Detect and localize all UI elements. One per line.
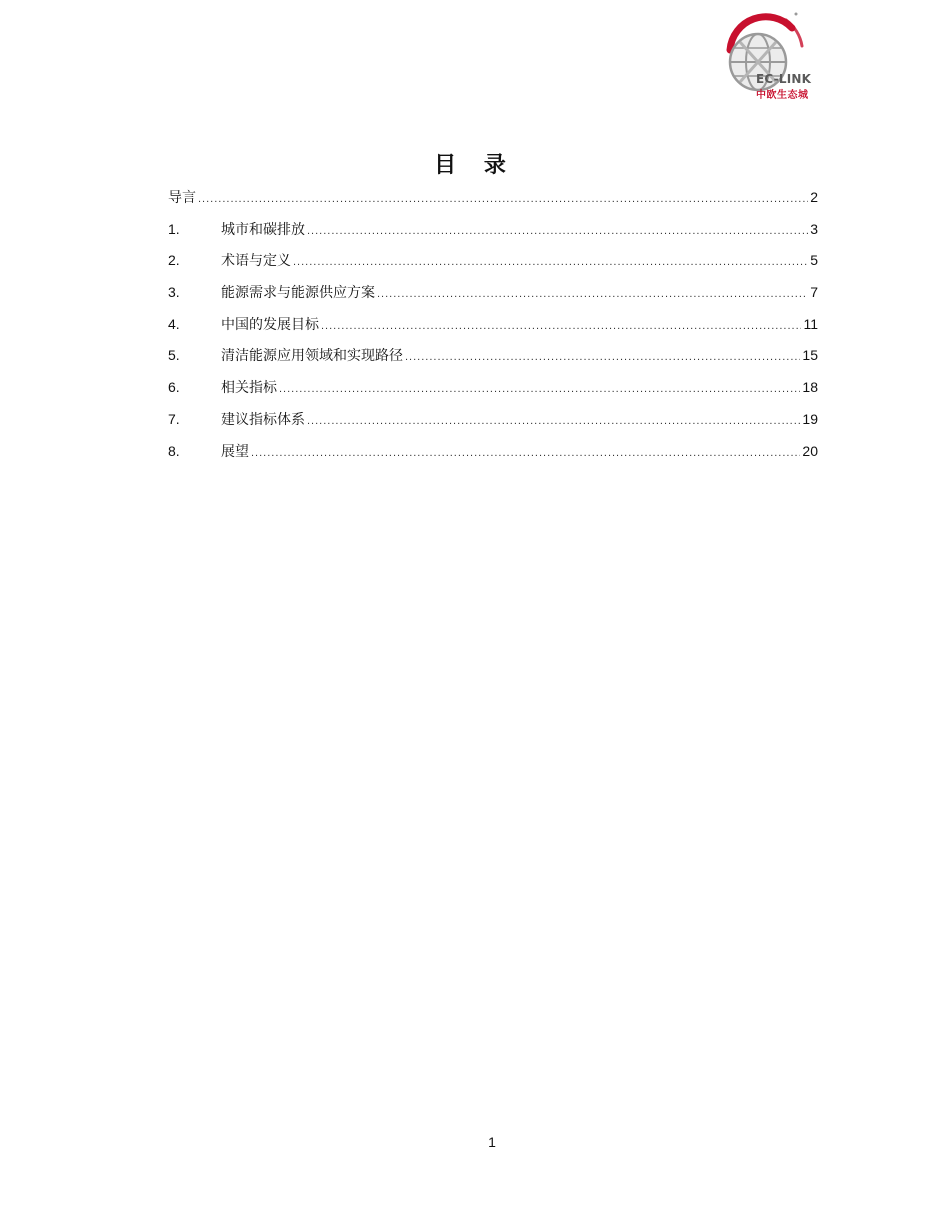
toc-entry-label: 能源需求与能源供应方案 xyxy=(221,285,375,302)
toc-entry-label: 城市和碳排放 xyxy=(221,221,305,238)
toc-entry-label: 导言 xyxy=(168,190,196,206)
toc-entry-label: 术语与定义 xyxy=(221,253,291,270)
toc-dot-leader xyxy=(279,374,800,406)
toc-entry-3[interactable] xyxy=(168,277,818,309)
toc-entry-number: 1. xyxy=(168,220,180,237)
toc-entry-number: 3. xyxy=(168,284,180,301)
toc-entry-label: 相关指标 xyxy=(221,380,277,397)
toc-entry-page: 3 xyxy=(810,220,818,237)
toc-entry-introduction[interactable] xyxy=(168,182,818,214)
toc-entry-page: 11 xyxy=(803,315,818,332)
toc-dot-leader xyxy=(307,406,800,438)
toc-entry-label: 建议指标体系 xyxy=(221,411,305,428)
toc-entry-4[interactable] xyxy=(168,309,818,341)
toc-entry-page: 19 xyxy=(802,410,818,427)
ec-link-logo xyxy=(716,6,828,102)
toc-entry-number: 5. xyxy=(168,347,180,364)
logo-name-en: EC-LINK xyxy=(756,72,812,86)
toc-dot-leader xyxy=(377,279,808,311)
toc-entry-label: 中国的发展目标 xyxy=(221,316,319,333)
toc-dot-leader xyxy=(307,216,808,248)
toc-entry-6[interactable] xyxy=(168,372,818,404)
toc-entry-8[interactable] xyxy=(168,436,818,468)
page-number: 1 xyxy=(488,1134,496,1150)
toc-entry-page: 15 xyxy=(802,347,818,364)
toc-entry-number: 2. xyxy=(168,252,180,269)
toc-dot-leader xyxy=(198,184,808,216)
toc-dot-leader xyxy=(321,311,801,343)
toc-entry-page: 18 xyxy=(802,379,818,396)
toc-entry-page: 2 xyxy=(810,189,818,205)
toc-entry-number: 8. xyxy=(168,442,180,459)
toc-entry-number: 4. xyxy=(168,315,180,332)
toc-entry-page: 20 xyxy=(802,442,818,459)
toc-dot-leader xyxy=(251,438,800,470)
toc-entry-page: 5 xyxy=(810,252,818,269)
toc-entry-5[interactable] xyxy=(168,340,818,372)
toc-entry-7[interactable] xyxy=(168,404,818,436)
logo-name-cn: 中欧生态城 xyxy=(756,90,809,101)
toc-entry-2[interactable] xyxy=(168,245,818,277)
toc-entry-label: 展望 xyxy=(221,443,249,460)
table-of-contents xyxy=(168,182,818,467)
toc-dot-leader xyxy=(405,342,800,374)
toc-entry-number: 6. xyxy=(168,379,180,396)
toc-entry-page: 7 xyxy=(810,284,818,301)
toc-entry-1[interactable] xyxy=(168,214,818,246)
toc-entry-number: 7. xyxy=(168,410,180,427)
toc-entry-label: 清洁能源应用领域和实现路径 xyxy=(221,348,403,365)
toc-title: 目 录 xyxy=(434,153,516,178)
toc-dot-leader xyxy=(293,247,808,279)
